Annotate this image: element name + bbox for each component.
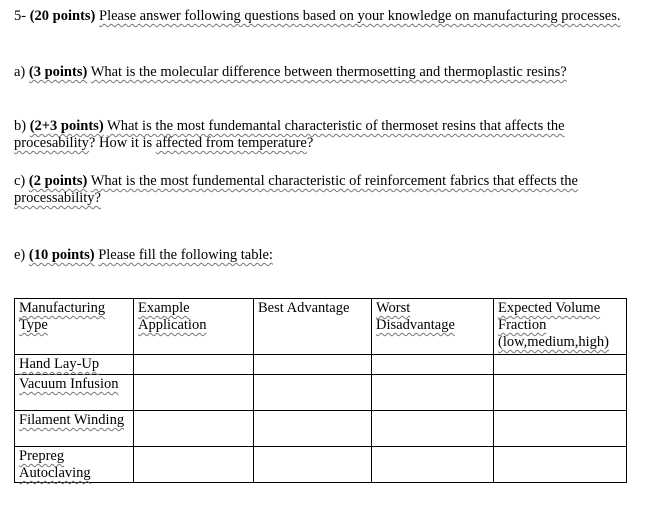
part-a-label: a) — [14, 64, 29, 80]
table-header-row — [15, 299, 627, 355]
answer-cell[interactable] — [254, 447, 372, 483]
part-e-text: Please fill the following table: — [98, 247, 273, 263]
answer-cell[interactable] — [494, 375, 627, 411]
answer-cell[interactable] — [494, 355, 627, 375]
part-e-points: (10 points) — [28, 247, 95, 263]
part-b-label: b) — [14, 118, 30, 134]
question-points: (20 points) — [29, 8, 96, 24]
answer-cell[interactable] — [494, 447, 627, 483]
answer-cell[interactable] — [372, 355, 494, 375]
table-header-cell: Example Application — [134, 299, 254, 355]
part-b-text-3: affected from temperature — [155, 135, 307, 151]
part-b-text-2: ? How it is — [88, 135, 156, 151]
part-c-points: (2 points) — [28, 173, 88, 189]
part-c — [14, 173, 624, 207]
question-intro-text: Please answer following questions based on your knowledge on manufacturing processes. — [99, 8, 621, 24]
part-c-label: c) — [14, 173, 29, 189]
table-header-cell: Best Advantage — [254, 299, 372, 355]
part-b-text-4: ? — [306, 135, 314, 151]
part-e — [14, 247, 624, 264]
part-b-text-1: What is the most fundemantal characteristic of thermoset resins that affects the procesability — [14, 118, 565, 151]
answer-cell[interactable] — [134, 375, 254, 411]
table-row — [15, 355, 627, 375]
answer-cell[interactable] — [372, 375, 494, 411]
answer-cell[interactable] — [134, 447, 254, 483]
row-label-cell: Prepreg Autoclaving — [15, 447, 134, 483]
table-row — [15, 447, 627, 483]
answer-cell[interactable] — [372, 411, 494, 447]
part-a-points: (3 points) — [28, 64, 88, 80]
part-b — [14, 118, 624, 152]
question-number: 5- — [14, 8, 30, 24]
answer-cell[interactable] — [134, 411, 254, 447]
answer-cell[interactable] — [372, 447, 494, 483]
part-a — [14, 64, 624, 81]
table-header-cell: Manufacturing Type — [15, 299, 134, 355]
row-label-cell: Vacuum Infusion — [15, 375, 134, 411]
row-label-cell: Filament Winding — [15, 411, 134, 447]
answer-cell[interactable] — [494, 411, 627, 447]
answer-cell[interactable] — [134, 355, 254, 375]
table-header-cell: Worst Disadvantage — [372, 299, 494, 355]
part-e-label: e) — [14, 247, 29, 263]
part-b-points: (2+3 points) — [29, 118, 104, 134]
answer-cell[interactable] — [254, 411, 372, 447]
part-c-text: What is the most fundemental characteristic of reinforcement fabrics that effects the processability? — [14, 173, 578, 206]
table-row — [15, 375, 627, 411]
answer-cell[interactable] — [254, 375, 372, 411]
table-header-cell: Expected Volume Fraction (low,medium,high) — [494, 299, 627, 355]
part-a-text: What is the molecular difference between thermosetting and thermoplastic resins? — [90, 64, 567, 80]
manufacturing-table — [14, 298, 627, 483]
answer-cell[interactable] — [254, 355, 372, 375]
table-row — [15, 411, 627, 447]
question-intro — [14, 8, 624, 25]
row-label-cell: Hand Lay-Up — [15, 355, 134, 375]
